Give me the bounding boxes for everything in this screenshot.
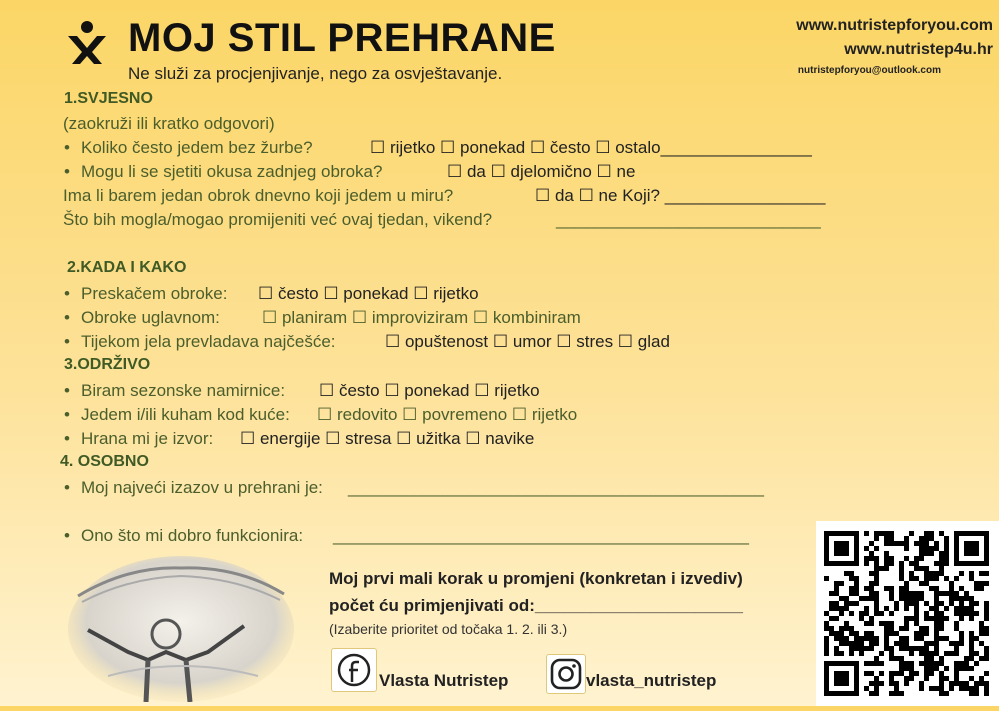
s1-q1 <box>81 138 313 158</box>
s2-q3-options[interactable]: ☐ opuštenost ☐ umor ☐ stres ☐ glad <box>385 332 670 351</box>
s4-q1-answer-line[interactable]: ____________________________________________ <box>348 478 765 497</box>
s1-q2 <box>81 162 382 182</box>
sketch-figure-image <box>68 556 294 702</box>
s1-q3-options[interactable]: ☐ da ☐ ne Koji? _________________ <box>535 186 826 205</box>
s1-q2-label: Mogu li se sjetiti okusa zadnjeg obroka? <box>81 162 383 181</box>
s1-q1-label: Koliko često jedem bez žurbe? <box>81 138 313 157</box>
website-link-1[interactable]: www.nutristepforyou.com <box>796 17 993 34</box>
s4-q2-answer-line[interactable]: ____________________________________________ <box>333 526 750 545</box>
s4-q2-label: • Ono što mi dobro funkcionira: <box>81 526 303 546</box>
email-link[interactable]: nutristepforyou@outlook.com <box>797 65 941 76</box>
logo-figure-icon <box>64 18 110 64</box>
s2-q1-options[interactable]: ☐ često ☐ ponekad ☐ rijetko <box>258 284 479 303</box>
section-3-heading: 3.ODRŽIVO <box>64 356 151 373</box>
facebook-icon[interactable] <box>331 648 377 692</box>
s3-q2-options[interactable]: ☐ redovito ☐ povremeno ☐ rijetko <box>317 405 578 424</box>
s1-q1-options[interactable]: ☐ rijetko ☐ ponekad ☐ često ☐ ostalo________________ <box>370 138 812 157</box>
s3-q3-options[interactable]: ☐ energije ☐ stresa ☐ užitka ☐ navike <box>240 429 535 448</box>
s4-q1-label: • Moj najveći izazov u prehrani je: <box>81 478 323 498</box>
s1-q4-answer-line[interactable]: ____________________________ <box>556 210 821 229</box>
facebook-name[interactable]: Vlasta Nutristep <box>379 671 509 690</box>
page-title: MOJ STIL PREHRANE <box>128 16 556 60</box>
section-1-heading: 1.SVJESNO <box>64 90 153 107</box>
step-line-1: Moj prvi mali korak u promjeni (konkretan i izvediv) <box>329 569 743 588</box>
s2-q1-label: • Preskačem obroke: <box>81 284 227 304</box>
qr-code[interactable] <box>816 521 999 706</box>
instagram-name[interactable]: vlasta_nutristep <box>586 671 717 690</box>
step-line-2[interactable]: počet ću primjenjivati od:______________________ <box>329 596 743 615</box>
s3-q3-label: • Hrana mi je izvor: <box>81 429 213 449</box>
section-4-heading: 4. OSOBNO <box>60 453 149 470</box>
s1-q3-label: Ima li barem jedan obrok dnevno koji jedem u miru? <box>63 186 454 205</box>
s2-q3-label: • Tijekom jela prevladava najčešće: <box>81 332 336 352</box>
s3-q1-label: • Biram sezonske namirnice: <box>81 381 285 401</box>
s1-q4-label: Što bih mogla/mogao promijeniti već ovaj tjedan, vikend? <box>63 210 493 229</box>
s2-q2-options[interactable]: ☐ planiram ☐ improviziram ☐ kombiniram <box>262 308 581 327</box>
s2-q2-label: • Obroke uglavnom: <box>81 308 220 328</box>
section-1-note: (zaokruži ili kratko odgovori) <box>63 114 275 133</box>
page-subtitle: Ne služi za procjenjivanje, nego za osvještavanje. <box>128 64 503 83</box>
instagram-icon[interactable] <box>546 654 586 694</box>
step-note: (Izaberite prioritet od točaka 1. 2. ili 3.) <box>329 621 568 637</box>
s3-q2-label: • Jedem i/ili kuham kod kuće: <box>81 405 290 425</box>
section-2-heading: 2.KADA I KAKO <box>67 259 187 276</box>
website-link-2[interactable]: www.nutristep4u.hr <box>844 41 993 58</box>
s1-q2-options[interactable]: ☐ da ☐ djelomično ☐ ne <box>447 162 636 181</box>
s3-q1-options[interactable]: ☐ često ☐ ponekad ☐ rijetko <box>319 381 540 400</box>
